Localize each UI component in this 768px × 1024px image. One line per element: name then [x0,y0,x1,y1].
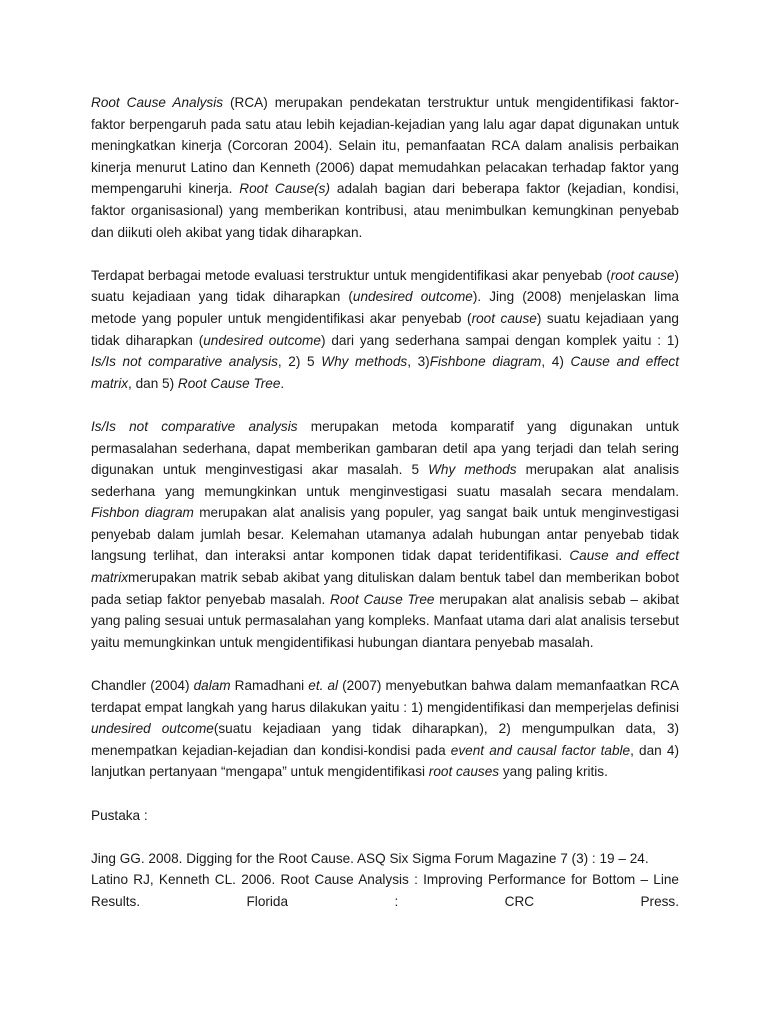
italic-text-run: Cause and effect matrix [91,548,680,586]
italic-text-run: Why methods [428,462,517,478]
italic-text-run: Cause and effect matrix [91,354,680,391]
text-run: merupakan metoda komparatif yang digunakan untuk permasalahan sederhana, dapat memberikan gambaran detil apa yang terjadi dan telah sering digunakan untuk menginvestigasi akar masalah. 5 [91,418,679,478]
italic-text-run: et. al [308,678,339,694]
text-run: Ramadhani [230,678,309,694]
reference-item: Jing GG. 2008. Digging for the Root Cause. ASQ Six Sigma Forum Magazine 7 (3) : 19 – 24. [91,850,649,866]
text-run: merupakan alat analisis sederhana yang memungkinkan untuk menginvestigasi suatu masalah secara mendalam. [91,462,679,499]
text-run: (suatu kejadiaan yang tidak diharapkan), 2) mengumpulkan data, 3) menempatkan kejadian-kejadian dan kondisi-kondisi pada [91,721,680,758]
italic-text-run: Root Cause Analysis [91,95,224,110]
italic-text-run: undesired outcome [203,332,321,348]
text-run: , 3) [407,354,430,370]
references-heading: Pustaka : [91,807,148,823]
paragraph-rca-definition [91,92,679,243]
text-run: merupakan alat analisis yang populer, yag sangat baik untuk menginvestigasi penyebab dalam jumlah besar. Kelemahan utamanya adalah hubungan antar penyebab tidak langsung terlihat, dan interaksi antar komponen tidak dapat teridentifikasi. [91,505,680,564]
italic-text-run: Root Cause Tree [330,591,435,607]
text-run: (RCA) merupakan pendekatan terstruktur untuk mengidentifikasi faktor-faktor berpengaruh pada satu atau lebih kejadian-kejadian yang lalu agar dapat digunakan untuk meningkatkan kinerja (Corcoran 2004). Selain itu, pemanfaatan RCA dalam analisis perbaikan kinerja menurut Latino dan Kenneth (2006) dapat memudahkan pelacakan terhadap faktor yang mempengaruhi kinerja. [91,95,679,197]
text-run: Chandler (2004) [91,678,194,694]
italic-text-run: event and causal factor table [450,742,631,758]
text-run: , dan 4) lanjutkan pertanyaan “mengapa” untuk mengidentifikasi [91,742,679,780]
italic-text-run: dalam [193,678,231,694]
text-run: (2007) menyebutkan bahwa dalam memanfaatkan RCA terdapat empat langkah yang harus dilakukan yaitu : 1) mengidentifikasi dan memperjelas definisi [91,678,680,715]
italic-text-run: Fishbon diagram [91,505,194,521]
text-run: merupakan matrik sebab akibat yang dituliskan dalam bentuk tabel dan memberikan bobot pada setiap faktor penyebab masalah. [91,570,679,607]
text-run: , 4) [541,354,571,370]
text-run: . [280,375,285,391]
reference-item: Latino RJ, Kenneth CL. 2006. Root Cause Analysis : Improving Performance for Bottom – Line Results. Florida : CRC Press. [91,872,679,909]
text-run: Terdapat berbagai metode evaluasi terstruktur untuk mengidentifikasi akar penyebab ( [91,267,611,283]
text-run: ) dari yang sederhana sampai dengan komplek yaitu : 1) [320,332,680,348]
text-run: , dan 5) [128,375,178,391]
text-run: merupakan alat analisis sebab – akibat yang paling sesuai untuk permasalahan yang kompleks. Manfaat utama dari alat analisis tersebut yaitu memungkinkan untuk mengidentifikasi hubungan diantara penyebab masalah. [91,591,679,650]
text-run: ) suatu kejadiaan yang tidak diharapkan ( [91,310,679,348]
italic-text-run: Is/Is not comparative analysis [91,418,298,434]
document-body [91,92,679,913]
paragraph-rca-methods [91,265,679,395]
italic-text-run: Root Cause(s) [239,181,331,197]
paragraph-rca-steps [91,675,679,783]
paragraph-method-descriptions [91,416,679,654]
text-run: , 2) 5 [277,354,322,370]
italic-text-run: root cause [471,310,537,326]
italic-text-run: Fishbone diagram [429,354,542,370]
italic-text-run: root cause [610,267,675,283]
italic-text-run: undesired outcome [91,721,214,737]
italic-text-run: root causes [428,764,500,780]
text-run: adalah bagian dari beberapa faktor (kejadian, kondisi, faktor organisasional) yang memberikan kontribusi, atau menimbulkan kemungkinan penyebab dan diikuti oleh akibat yang tidak diharapkan. [91,181,679,240]
text-run: yang paling kritis. [499,764,608,780]
text-run: ). Jing (2008) menjelaskan lima metode yang populer untuk mengidentifikasi akar penyebab ( [91,289,679,326]
italic-text-run: undesired outcome [352,289,473,305]
text-run: ) suatu kejadiaan yang tidak diharapkan ( [91,267,679,305]
italic-text-run: Why methods [321,354,408,370]
italic-text-run: Root Cause Tree [177,375,281,391]
italic-text-run: Is/Is not comparative analysis [91,354,278,370]
